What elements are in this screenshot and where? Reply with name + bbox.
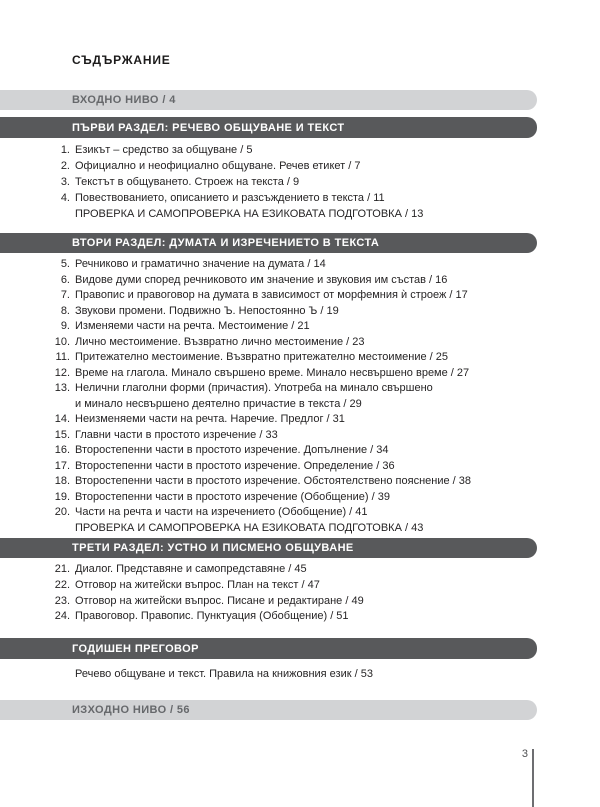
toc-item-text-line: Правопис и правоговор на думата в зависимост от морфемния ѝ строеж / 17 [75, 289, 468, 301]
toc-item-text [70, 206, 423, 222]
toc-item-text-line: ПРОВЕРКА И САМОПРОВЕРКА НА ЕЗИКОВАТА ПОДГОТОВКА / 13 [75, 208, 424, 220]
toc-item[interactable] [0, 174, 556, 190]
toc-item-number: 23. [54, 594, 70, 607]
toc-item[interactable] [0, 335, 556, 351]
toc-item-text [70, 609, 349, 625]
toc-item[interactable] [0, 521, 556, 537]
toc-item-number: 11. [55, 351, 70, 363]
toc-item[interactable] [0, 304, 556, 320]
toc-item-text-line: Отговор на житейски въпрос. План на текст / 47 [75, 578, 320, 591]
toc-item-text [70, 443, 388, 459]
toc-item-text-line: Второстепенни части в простото изречение. Допълнение / 34 [75, 444, 389, 456]
toc-item-text [70, 142, 252, 158]
toc-item-number: 22. [54, 578, 70, 591]
toc-item[interactable] [0, 257, 556, 273]
toc-item[interactable] [0, 412, 556, 428]
toc-item[interactable] [0, 459, 556, 475]
toc-item-text [70, 578, 320, 594]
toc-item-text [70, 594, 364, 610]
toc-item-text-line: Неизменяеми части на речта. Наречие. Предлог / 31 [75, 413, 345, 425]
toc-item-number: 16. [54, 444, 70, 456]
toc-item-text [70, 562, 307, 578]
toc-item[interactable] [0, 562, 556, 578]
toc-item-text [70, 490, 390, 506]
toc-item-text-line: Текстът в общуването. Строеж на текста / 9 [75, 176, 300, 188]
toc-item-list [0, 666, 556, 682]
toc-item-text-line: Второстепенни части в простото изречение (Обобщение) / 39 [75, 490, 390, 503]
toc-item-text-line: Звукови промени. Подвижно Ъ. Непостоянно Ъ / 19 [75, 304, 339, 317]
toc-item-number: 24. [54, 610, 70, 623]
section-header-label: ВТОРИ РАЗДЕЛ: ДУМАТА И ИЗРЕЧЕНИЕТО В ТЕКСТА [72, 237, 380, 249]
toc-item-text [70, 174, 299, 190]
toc-item-text [70, 158, 360, 174]
toc-item-text [70, 319, 310, 335]
section-header-bar [0, 538, 537, 558]
toc-item[interactable] [0, 428, 556, 444]
toc-item-number: 12. [54, 366, 70, 379]
toc-item-text [70, 521, 423, 537]
toc-item-text-line: Време на глагола. Минало свършено време. Минало несвършено време / 27 [75, 366, 470, 379]
toc-item-number: 3. [60, 176, 70, 188]
section-header-bar [0, 638, 537, 659]
toc-item[interactable] [0, 381, 556, 412]
toc-item-number: 21. [54, 563, 70, 575]
toc-item-text [70, 366, 469, 382]
toc-item[interactable] [0, 273, 556, 289]
toc-item[interactable] [0, 609, 556, 625]
toc-item-number: 9. [60, 320, 70, 332]
toc-item-number: 6. [60, 273, 70, 286]
toc-item-number: 17. [54, 459, 70, 472]
toc-item-number: 1. [60, 144, 70, 156]
toc-item[interactable] [0, 142, 556, 158]
toc-item-text [70, 273, 447, 289]
toc-item-list [0, 562, 556, 625]
toc-item-number: 5. [60, 258, 70, 270]
toc-item-text-line: Части на речта и части на изречението (Обобщение) / 41 [75, 506, 368, 518]
page-number-rule [532, 749, 534, 807]
toc-item-text [70, 459, 395, 475]
toc-item[interactable] [0, 443, 556, 459]
toc-item-text-line: Нелични глаголни форми (причастия). Употреба на минало свършено [75, 382, 433, 394]
level-bar-label: ВХОДНО НИВО / 4 [72, 94, 176, 106]
toc-item-text [70, 288, 468, 304]
toc-item-text-line: Второстепенни части в простото изречение. Определение / 36 [75, 459, 395, 472]
section-header-label: ТРЕТИ РАЗДЕЛ: УСТНО И ПИСМЕНО ОБЩУВАНЕ [72, 542, 354, 554]
section-header-bar [0, 233, 537, 253]
toc-item-number: 18. [54, 475, 70, 487]
toc-item-text-line: и минало несвършено деятелно причастие в текста / 29 [75, 397, 362, 410]
page-number: 3 [521, 748, 528, 760]
toc-item[interactable] [0, 474, 556, 490]
toc-item-text [70, 666, 373, 682]
toc-item-text [70, 428, 278, 444]
toc-item[interactable] [0, 350, 556, 366]
toc-item-number: 4. [60, 192, 70, 204]
toc-item-text-line: Официално и неофициално общуване. Речев етикет / 7 [75, 160, 361, 172]
level-bar [0, 700, 537, 720]
toc-item-number: 19. [54, 490, 70, 503]
section-header-bar [0, 117, 537, 138]
toc-item-text-line: Видове думи според речниковото им значение и звуковия им състав / 16 [75, 273, 448, 286]
toc-item-text-line: Изменяеми части на речта. Местоимение / 21 [75, 320, 310, 332]
toc-item-number: 20. [54, 506, 70, 518]
toc-item-number: 2. [60, 160, 70, 172]
section-header-label: ПЪРВИ РАЗДЕЛ: РЕЧЕВО ОБЩУВАНЕ И ТЕКСТ [72, 121, 345, 134]
toc-item[interactable] [0, 158, 556, 174]
level-bar [0, 90, 537, 110]
toc-item-text [70, 257, 326, 273]
section-header-label: ГОДИШЕН ПРЕГОВОР [72, 642, 199, 655]
page-title: СЪДЪРЖАНИЕ [72, 53, 171, 67]
toc-item-number: 7. [60, 289, 70, 301]
toc-item[interactable] [0, 666, 556, 682]
toc-item-text-line: Правоговор. Правопис. Пунктуация (Обобщение) / 51 [75, 610, 349, 623]
toc-item-text-line: Речниково и граматично значение на думата / 14 [75, 258, 326, 270]
toc-item-text [70, 335, 365, 351]
toc-item[interactable] [0, 206, 556, 222]
toc-item-text-line: Диалог. Представяне и самопредставяне / 45 [75, 563, 307, 575]
toc-item-number: 13. [54, 382, 70, 394]
toc-item-list [0, 142, 556, 222]
toc-item-number: 15. [54, 428, 70, 441]
toc-item-text [70, 474, 471, 490]
toc-item-text-line: Притежателно местоимение. Възвратно притежателно местоимение / 25 [75, 351, 448, 363]
toc-item-text-line: Второстепенни части в простото изречение. Обстоятелствено пояснение / 38 [75, 475, 472, 487]
toc-item-text-line: Речево общуване и текст. Правила на книжовния език / 53 [75, 668, 373, 680]
toc-item[interactable] [0, 319, 556, 335]
toc-item-text [70, 381, 433, 412]
toc-item-number: 10. [54, 335, 70, 348]
toc-item-text [70, 304, 339, 320]
toc-item[interactable] [0, 505, 556, 521]
toc-item-text-line: Отговор на житейски въпрос. Писане и редактиране / 49 [75, 594, 364, 607]
toc-item-number: 14. [54, 413, 70, 425]
toc-item[interactable] [0, 490, 556, 506]
toc-item-text-line: Езикът – средство за общуване / 5 [75, 144, 253, 156]
toc-item[interactable] [0, 578, 556, 594]
toc-item-text-line: Главни части в простото изречение / 33 [75, 428, 278, 441]
toc-item-text-line: ПРОВЕРКА И САМОПРОВЕРКА НА ЕЗИКОВАТА ПОДГОТОВКА / 43 [75, 521, 424, 534]
toc-item-list [0, 257, 556, 536]
toc-item[interactable] [0, 288, 556, 304]
toc-item-text [70, 190, 385, 206]
toc-item[interactable] [0, 190, 556, 206]
toc-item-number: 8. [60, 304, 70, 317]
toc-item-text [70, 350, 448, 366]
toc-item[interactable] [0, 366, 556, 382]
toc-item[interactable] [0, 594, 556, 610]
toc-item-text [70, 505, 368, 521]
level-bar-label: ИЗХОДНО НИВО / 56 [72, 704, 190, 716]
toc-item-text [70, 412, 345, 428]
toc-item-text-line: Лично местоимение. Възвратно лично местоимение / 23 [75, 335, 365, 348]
toc-item-text-line: Повествованието, описанието и разсъждението в текста / 11 [75, 192, 385, 204]
